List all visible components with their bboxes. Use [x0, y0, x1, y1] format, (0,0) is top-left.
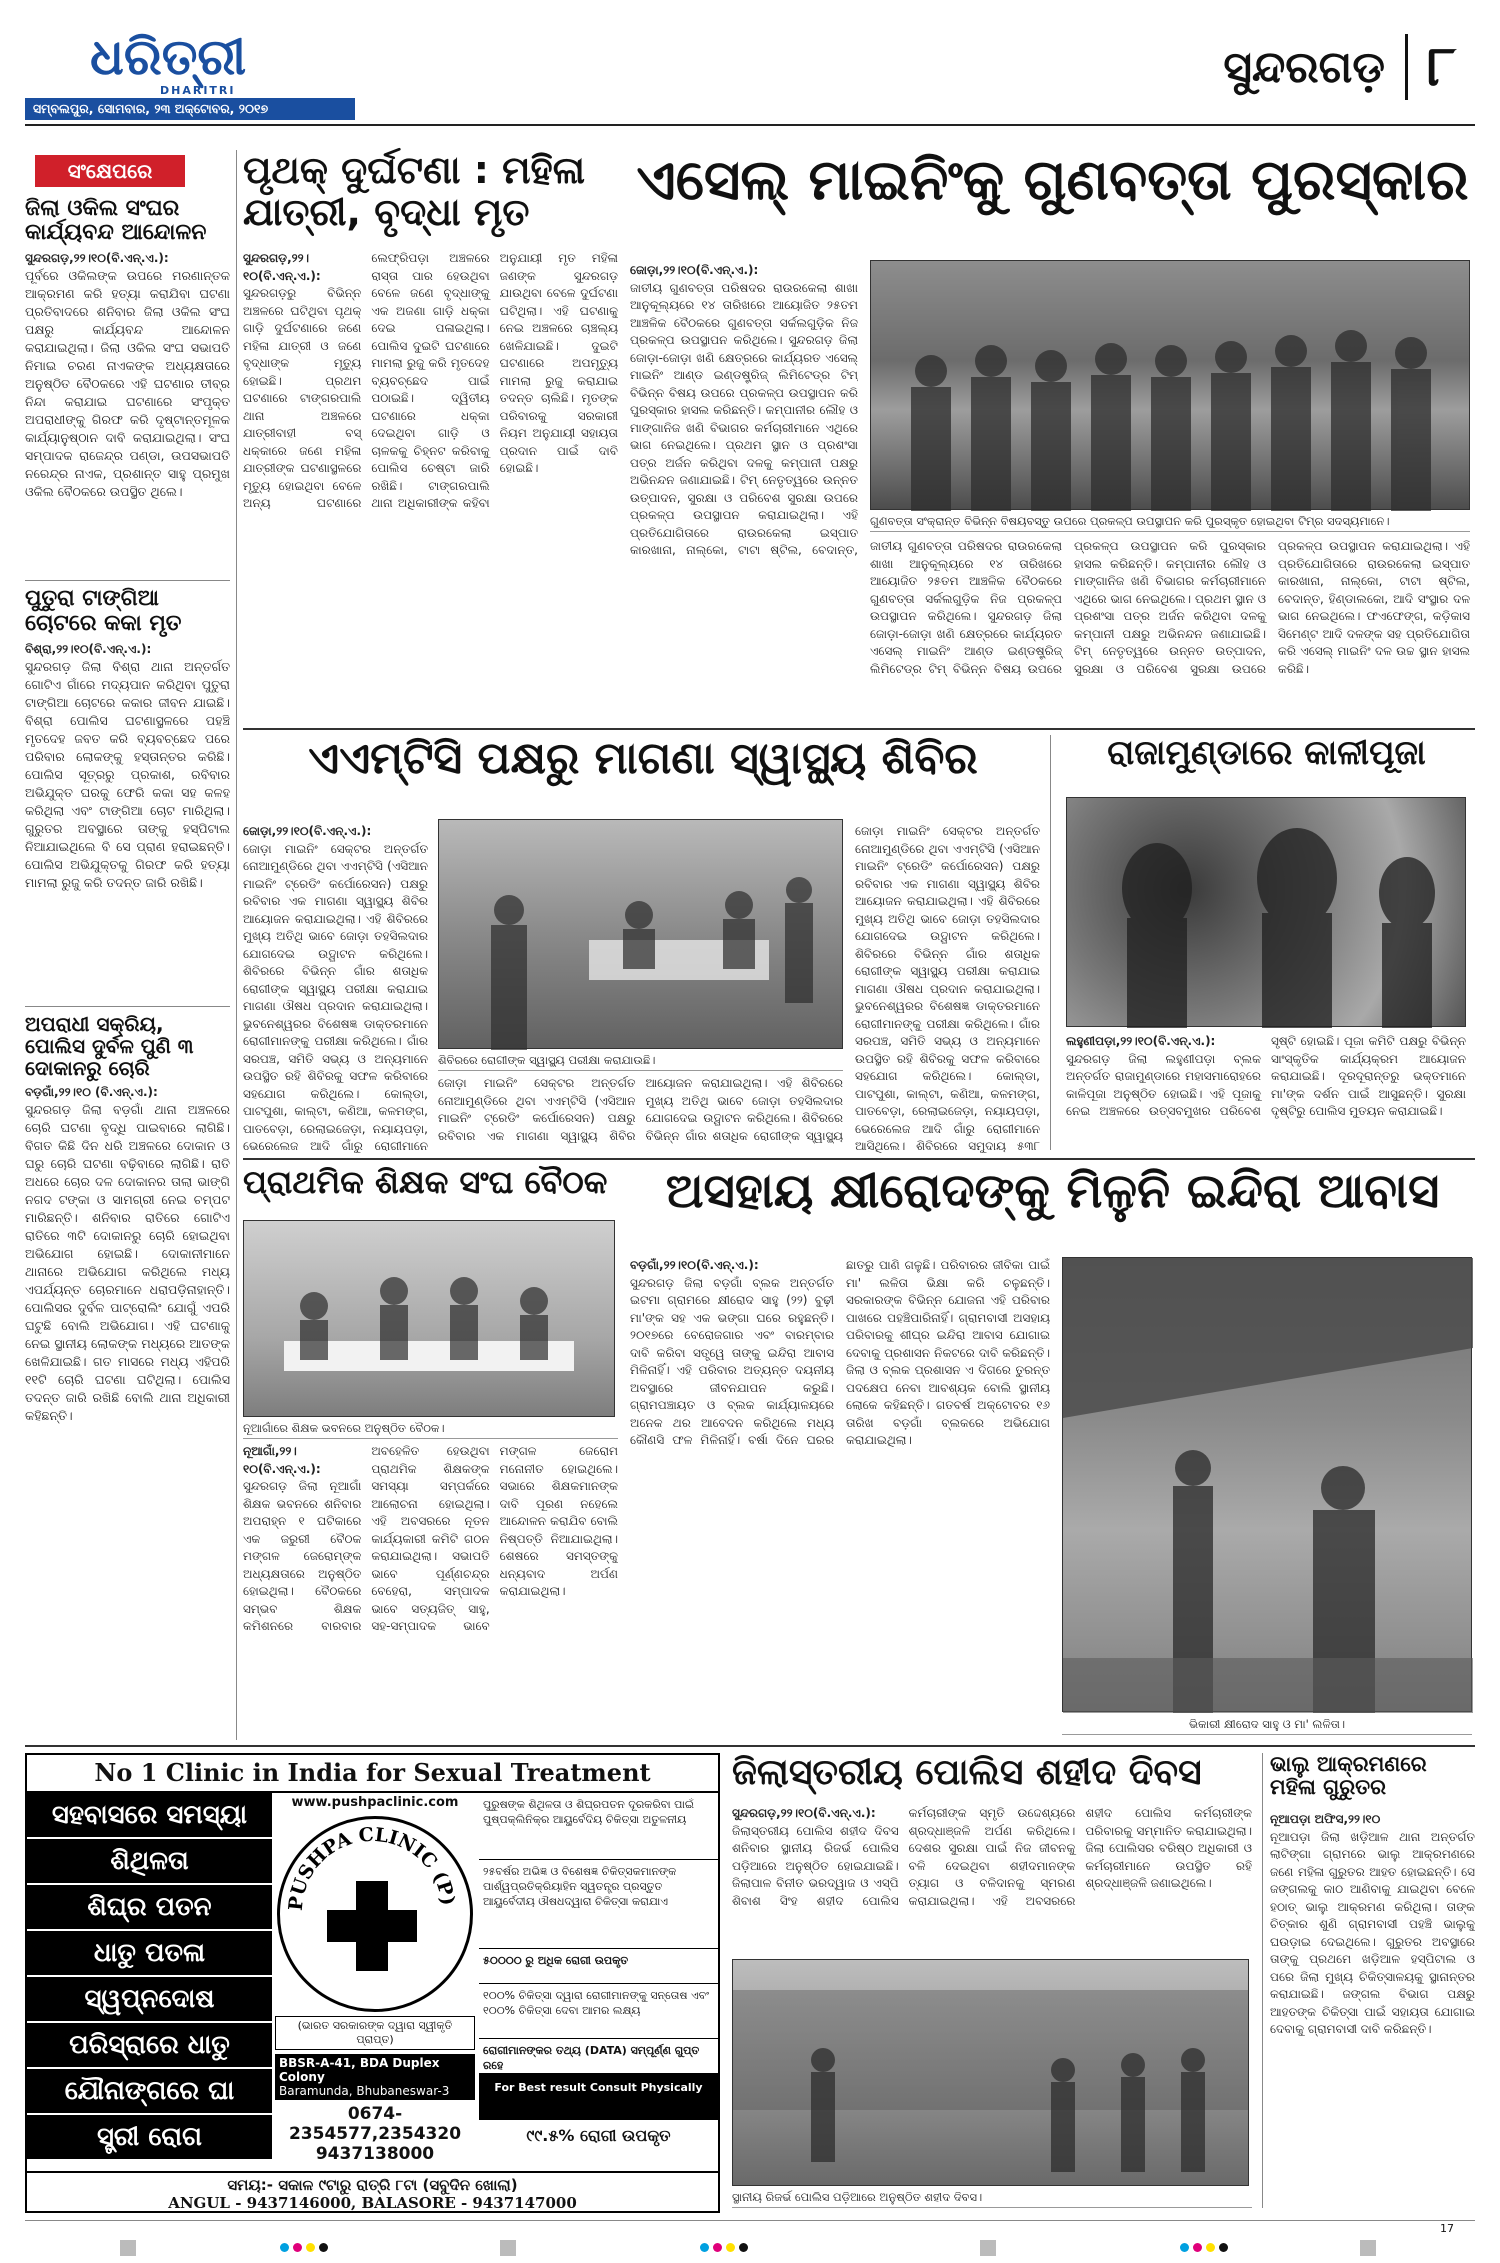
ad-address-line2: Baramunda, Bhubaneswar-3	[279, 2084, 450, 2098]
story-body	[243, 1443, 618, 1733]
police-ceremony-photo	[732, 1959, 1249, 2186]
story-headline: ଏଏମ୍ଟିସି ପକ୍ଷରୁ ମାଗଣା ସ୍ୱାସ୍ଥ୍ୟ ଶିବିର	[308, 733, 978, 784]
ad-symptom: ଯୌନାଙ୍ଗରେ ଘା	[27, 2069, 272, 2115]
story-body-mid	[438, 1075, 843, 1155]
story-kali	[1058, 735, 1475, 1155]
ad-phone-1: 0674-2354577,2354320	[288, 2104, 462, 2144]
story-text: ଜିଲାସ୍ତରୀୟ ପୋଲିସ ଶହୀଦ ଦିବସ ଶନିବାର ସ୍ଥାନୀୟ ରିଜର୍ଭ ପୋଲିସ ପଡ଼ିଆରେ ଅନୁଷ୍ଠିତ ହୋଇଯାଇଛି। ଜିଲାପାଳ ବିନୀତ ଭରଦ୍ୱାଜ ଓ ଏସ୍ପି ଶିବାଶ ସିଂହ ଶହୀଦ ପୋଲିସ କର୍ମଚାରୀଙ୍କ ସ୍ମୃତି ଉଦ୍ଦେଶ୍ୟରେ ଶ୍ରଦ୍ଧାଞ୍ଜଳି ଅର୍ପଣ କରିଥିଲେ। ଦେଶର ସୁରକ୍ଷା ପାଇଁ ନିଜ ଜୀବନକୁ ବଳି ଦେଇଥିବା ଶହୀଦମାନଙ୍କ ତ୍ୟାଗ ଓ ବଳିଦାନକୁ ସ୍ମରଣ କରାଯାଇଥିଲା। ଏହି ଅବସରରେ ଶହୀଦ ପୋଲିସ କର୍ମଚାରୀଙ୍କ ପରିବାରକୁ ସମ୍ମାନିତ କରାଯାଇଥିଲା। ଜିଲା ପୋଲିସର ବରିଷ୍ଠ ଅଧିକାରୀ ଓ କର୍ମଚାରୀମାନେ ଉପସ୍ଥିତ ରହି ଶ୍ରଦ୍ଧାଞ୍ଜଳି ଜଣାଇଥିଲେ।	[732, 1806, 1252, 1908]
story-body-col	[630, 262, 858, 562]
ad-center	[275, 1793, 475, 2171]
ad-benefits	[479, 1793, 718, 2171]
registration-square	[120, 2240, 136, 2256]
ad-timing: ସମୟ:- ସକାଳ ୯ଟାରୁ ରାତ୍ରି ୮ଟା (ସବୁଦିନ ଖୋଲା)	[27, 2171, 718, 2195]
photo-caption: ଭିକାରୀ କ୍ଷୀରୋଦ ସାହୁ ଓ ମା' ଲଳିତା।	[1062, 1717, 1472, 1735]
ad-benefit: ରୋଗୀମାନଙ୍କର ତଥ୍ୟ (DATA) ସମ୍ପୂର୍ଣ୍ଣ ଗୁପ୍ତ ରହେ	[479, 2039, 718, 2074]
color-bar	[700, 2243, 748, 2252]
brief-text: ସୁନ୍ଦରଗଡ଼ ଜିଲା ବିଶ୍ରା ଥାନା ଅନ୍ତର୍ଗତ ଗୋଟିଏ ଗାଁରେ ମଦ୍ୟପାନ କରିଥିବା ପୁତୁରା ଟାଙ୍ଗିଆ ଚୋଟରେ କକାର ଜୀବନ ଯାଇଛି। ବିଶ୍ରା ପୋଲିସ ଘଟଣାସ୍ଥଳରେ ପହଞ୍ଚି ମୃତଦେହ ଜବତ କରି ବ୍ୟବଚ୍ଛେଦ ପରେ ପରିବାର ଲୋକଙ୍କୁ ହସ୍ତାନ୍ତର କରିଛି। ପୋଲିସ ସୂତ୍ରରୁ ପ୍ରକାଶ, ରବିବାର ଅଭିଯୁକ୍ତ ଘରକୁ ଫେରି କକା ସହ କଳହ କରିଥିଲା ଏବଂ ଟାଙ୍ଗିଆ ଚୋଟ ମାରିଥିଲା। ଗୁରୁତର ଅବସ୍ଥାରେ ତାଙ୍କୁ ହସ୍ପିଟାଲ ନିଆଯାଇଥିଲେ ବି ସେ ପ୍ରାଣ ହରାଇଛନ୍ତି। ପୋଲିସ ଅଭିଯୁକ୍ତକୁ ଗିରଫ କରି ହତ୍ୟା ମାମଲା ରୁଜୁ କରି ତଦନ୍ତ ଜାରି ରଖିଛି।	[25, 658, 230, 890]
story-accident	[243, 150, 618, 725]
brief-body	[25, 640, 230, 1000]
brief-headline: ପୁତୁରା ଟାଙ୍ଗିଆ ଚୋଟରେ କକା ମୃତ	[25, 586, 182, 636]
story-dateline: ସୁନ୍ଦରଗଡ଼,୨୨।୧୦(ବି.ଏନ୍.ଏ.):	[732, 1806, 876, 1820]
ad-symptom: ପରିସ୍ରାରେ ଧାତୁ	[27, 2023, 272, 2069]
cyan-dot	[280, 2243, 289, 2252]
brief-item	[25, 197, 230, 574]
ad-symptom: ସ୍ୱପ୍ନଦୋଷ	[27, 1977, 272, 2023]
ad-website: www.pushpaclinic.com	[291, 1795, 459, 1810]
camp-silhouettes	[439, 820, 844, 1050]
story-body	[243, 250, 618, 705]
cyan-dot	[1180, 2243, 1189, 2252]
ad-phone-2: 9437138000	[315, 2144, 435, 2164]
brief-headline: ଅପରାଧୀ ସକ୍ରିୟ, ପୋଲିସ ଦୁର୍ବଳ ପୁଣି ୩ ଦୋକାନରୁ ଚୋରି	[25, 1011, 194, 1080]
brief-sidebar	[25, 155, 230, 1740]
brief-text: ପୂର୍ବରେ ଓକିଲଙ୍କ ଉପରେ ମରଣାନ୍ତକ ଆକ୍ରମଣ କରି ହତ୍ୟା କରାଯିବା ଘଟଣା ପ୍ରତିବାଦରେ ଶନିବାର ଜିଲା ଓକିଲ ସଂଘ ପକ୍ଷରୁ କାର୍ଯ୍ୟବନ୍ଦ ଆନ୍ଦୋଳନ କରାଯାଇଥିଲା। ଜିଲା ଓକିଲ ସଂଘ ସଭାପତି ନିମାଇ ଚରଣ ନାଏକଙ୍କ ଅଧ୍ୟକ୍ଷତାରେ ଅନୁଷ୍ଠିତ ବୈଠକରେ ଏହି ଘଟଣାର ତୀବ୍ର ନିନ୍ଦା କରାଯାଇ ଘଟଣାରେ ସଂପୃକ୍ତ ଅପରାଧୀଙ୍କୁ ଗିରଫ କରି ଦୃଷ୍ଟାନ୍ତମୂଳକ କାର୍ଯ୍ୟାନୁଷ୍ଠାନ ଦାବି କରାଯାଇଥିଲା। ସଂଘ ସମ୍ପାଦକ ରାଜେନ୍ଦ୍ର ପଣ୍ଡା, ଉପସଭାପତି ନରେନ୍ଦ୍ର ନାଏକ, ପ୍ରଶାନ୍ତ ସାହୁ ପ୍ରମୁଖ ଓକିଲ ବୈଠକରେ ଉପସ୍ଥିତ ଥିଲେ।	[25, 268, 230, 500]
newspaper-logo	[90, 28, 260, 98]
registration-square	[1360, 2240, 1376, 2256]
column-rule	[1050, 735, 1051, 1150]
brief-dateline: ବଡ଼ଗାଁ,୨୨।୧୦ (ବି.ଏନ୍.ଏ.):	[25, 1084, 158, 1099]
ad-best-result: For Best result Consult Physically	[479, 2074, 718, 2120]
registration-square	[500, 2240, 516, 2256]
brief-headline: ଜିଲା ଓକିଲ ସଂଘର କାର୍ଯ୍ୟବନ୍ଦ ଆନ୍ଦୋଳନ	[25, 196, 207, 246]
ad-benefit: ୧୦୦% ଚିକିତ୍ସା ଦ୍ୱାରା ରୋଗୀମାନଙ୍କୁ ସନ୍ତୋଷ ଏବଂ ୧୦୦% ଚିକିତ୍ସା ଦେବା ଆମର ଲକ୍ଷ୍ୟ	[479, 1984, 718, 2039]
photo-caption: ଗୁଣବତ୍ତା ସଂକ୍ରାନ୍ତ ବିଭିନ୍ନ ବିଷୟବସ୍ତୁ ଉପରେ ପ୍ରକଳ୍ପ ଉପସ୍ଥାପନ କରି ପୁରସ୍କୃତ ହୋଇଥିବା ଟିମ୍ର ସଦସ୍ୟମାନେ।	[870, 514, 1470, 532]
ad-branches: ANGUL - 9437146000, BALASORE - 9437147000	[168, 2194, 577, 2212]
seal-text: PUSHPA CLINIC (P)	[284, 1823, 459, 1912]
ad-benefit: ପୁରୁଷଙ୍କ ଶିଥିଳତା ଓ ଶିଘ୍ରପତନ ଦୂରକରିବା ପାଇଁ ପୁଷ୍ପକ୍ଲିନିକ୍ର ଆୟୁର୍ବେଦିୟ ଚିକିତ୍ସା ଅତୁଳନୀୟ	[479, 1793, 718, 1860]
story-mining	[630, 150, 1475, 725]
color-bar	[280, 2243, 328, 2252]
story-headline: ପ୍ରାଥମିକ ଶିକ୍ଷକ ସଂଘ ବୈଠକ	[243, 1163, 608, 1201]
story-text: ସୁନ୍ଦରଗଡ଼ରୁ ବିଭିନ୍ନ ଅଞ୍ଚଳରେ ଘଟିଥିବା ପୃଥକ୍ ଗାଡ଼ି ଦୁର୍ଘଟଣାରେ ଜଣେ ମହିଳା ଯାତ୍ରୀ ଓ ଜଣେ ବୃଦ୍ଧାଙ୍କ ମୃତ୍ୟୁ ହୋଇଛି। ପ୍ରଥମ ଘଟଣାରେ ଟାଙ୍ଗରପାଲି ଥାନା ଅଞ୍ଚଳରେ ଯାତ୍ରୀବାହୀ ବସ୍ ଧକ୍କାରେ ଜଣେ ମହିଳା ଯାତ୍ରୀଙ୍କ ଘଟଣାସ୍ଥଳରେ ମୃତ୍ୟୁ ହୋଇଥିବା ବେଳେ ଅନ୍ୟ ଘଟଣାରେ ଲେଫ୍ରିପଡ଼ା ଅଞ୍ଚଳରେ ରାସ୍ତା ପାର ହେଉଥିବା ବେଳେ ଜଣେ ବୃଦ୍ଧାଙ୍କୁ ଏକ ଅଜଣା ଗାଡ଼ି ଧକ୍କା ଦେଇ ପଳାଇଥିଲା। ପୋଲିସ ଦୁଇଟି ଘଟଣାରେ ମାମଲା ରୁଜୁ କରି ମୃତଦେହ ବ୍ୟବଚ୍ଛେଦ ପାଇଁ ପଠାଇଛି। ଦ୍ୱିତୀୟ ଘଟଣାରେ ଧକ୍କା ଦେଇଥିବା ଗାଡ଼ି ଓ ଚାଳକକୁ ଚିହ୍ନଟ କରିବାକୁ ପୋଲିସ ଚେଷ୍ଟା ଜାରି ରଖିଛି। ଟାଙ୍ଗରପାଲି ଥାନା ଅଧିକାରୀଙ୍କ କହିବା ଅନୁଯାୟୀ ମୃତ ମହିଳା ଜଣଙ୍କ ସୁନ୍ଦରଗଡ଼ ଯାଉଥିବା ବେଳେ ଦୁର୍ଘଟଣା ଘଟିଥିଲା। ଏହି ଘଟଣାକୁ ନେଇ ଅଞ୍ଚଳରେ ଚାଞ୍ଚଲ୍ୟ ଖେଳିଯାଇଛି। ଦୁଇଟି ଘଟଣାରେ ଅପମୃତ୍ୟୁ ମାମଲା ରୁଜୁ କରାଯାଇ ତଦନ୍ତ ଚାଲିଛି। ମୃତଙ୍କ ପରିବାରକୁ ସରକାରୀ ନିୟମ ଅନୁଯାୟୀ ସହାୟତା ପ୍ରଦାନ ପାଇଁ ଦାବି ହୋଇଛି।	[243, 251, 618, 510]
idol-silhouettes	[1067, 798, 1467, 1028]
ad-benefit: ୫୦୦୦୦ ରୁ ଅଧିକ ରୋଗୀ ଉପକୃତ	[479, 1949, 718, 1984]
ad-address-line1: BBSR-A-41, BDA Duplex Colony	[279, 2056, 440, 2084]
story-body-cont	[870, 538, 1470, 723]
story-dateline: ନୂଆପଡ଼ା ଅଫିସ,୨୨।୧୦	[1270, 1812, 1381, 1826]
color-bar	[1180, 2243, 1228, 2252]
magenta-dot	[1193, 2243, 1202, 2252]
photo-caption: ସ୍ଥାନୀୟ ରିଜର୍ଭ ପୋଲିସ ପଡ଼ିଆରେ ଅନୁଷ୍ଠିତ ଶହୀଦ ଦିବସ।	[732, 2190, 1252, 2208]
story-body	[630, 1257, 1050, 1737]
black-dot	[319, 2243, 328, 2252]
ad-symptom: ସ୍ତ୍ରୀ ରୋଗ	[27, 2115, 272, 2161]
meeting-silhouettes	[244, 1221, 614, 1416]
yellow-dot	[306, 2243, 315, 2252]
story-text-cont: ଜାତୀୟ ଗୁଣବତ୍ତା ପରିଷଦର ରାଉରକେଲା ଶାଖା ଆନୁକୂଲ୍ୟରେ ୧୪ ତାରିଖରେ ଆୟୋଜିତ ୨୫ତମ ଆଞ୍ଚଳିକ ବୈଠକରେ ଗୁଣବତ୍ତା ସର୍କଲଗୁଡ଼ିକ ନିଜ ପ୍ରକଳ୍ପ ଉପସ୍ଥାପନ କରିଥିଲେ। ସୁନ୍ଦରଗଡ଼ ଜିଲା ଜୋଡ଼ା-ଜୋଡ଼ା ଖଣି କ୍ଷେତ୍ରରେ କାର୍ଯ୍ୟରତ ଏସେଲ୍ ମାଇନିଂ ଆଣ୍ଡ ଇଣ୍ଡଷ୍ଟ୍ରିଜ୍ ଲିମିଟେଡ୍ର ଟିମ୍ ବିଭିନ୍ନ ବିଷୟ ଉପରେ ପ୍ରକଳ୍ପ ଉପସ୍ଥାପନ କରି ପୁରସ୍କାର ହାସଲ କରିଛନ୍ତି। କମ୍ପାନୀର ଲୌହ ଓ ମାଙ୍ଗାନିଜ ଖଣି ବିଭାଗର କର୍ମଚାରୀମାନେ ଏଥିରେ ଭାଗ ନେଇଥିଲେ। ପ୍ରଥମ ସ୍ଥାନ ଓ ପ୍ରଶଂସା ପତ୍ର ଅର୍ଜନ କରିଥିବା ଦଳକୁ କମ୍ପାନୀ ପକ୍ଷରୁ ଅଭିନନ୍ଦନ ଜଣାଯାଇଛି। ଟିମ୍ ନେତୃତ୍ୱରେ ଉନ୍ନତ ଉତ୍ପାଦନ, ସୁରକ୍ଷା ଓ ପରିବେଶ ସୁରକ୍ଷା ଉପରେ ପ୍ରକଳ୍ପ ଉପସ୍ଥାପନ କରାଯାଇଥିଲା। ଏହି ପ୍ରତିଯୋଗିତାରେ ରାଉରକେଲା ଇସ୍ପାତ କାରଖାନା, ନାଲ୍କୋ, ଟାଟା ଷ୍ଟିଲ, ବେଦାନ୍ତ, ହିଣ୍ଡାଲକୋ, ଆଦି ସଂସ୍ଥାର ଦଳ ଭାଗ ନେଇଥିଲେ। ଫଏଫେଙ୍ଗ, କଡ଼ିକାସ ସିମେଣ୍ଟ ଆଦି ଦଳଙ୍କ ସହ ପ୍ରତିଯୋଗିତା କରି ଏସେଲ୍ ମାଇନିଂ ଦଳ ଉଚ୍ଚ ସ୍ଥାନ ହାସଲ କରିଛି।	[870, 539, 1470, 676]
ad-title: No 1 Clinic in India for Sexual Treatment	[27, 1755, 718, 1793]
brief-text: ସୁନ୍ଦରଗଡ଼ ଜିଲା ବଡ଼ଗାଁ ଥାନା ଅଞ୍ଚଳରେ ଚୋରି ଘଟଣା ବୃଦ୍ଧି ପାଇବାରେ ଲାଗିଛି। ବିଗତ କିଛି ଦିନ ଧରି ଅଞ୍ଚଳରେ ଦୋକାନ ଓ ଘରୁ ଚୋରି ଘଟଣା ବଢ଼ିବାରେ ଲାଗିଛି। ରାତି ଅଧରେ ଚୋର ଦଳ ଦୋକାନର ତାଲା ଭାଙ୍ଗି ନଗଦ ଟଙ୍କା ଓ ସାମଗ୍ରୀ ନେଇ ଚମ୍ପଟ ମାରିଛନ୍ତି। ଶନିବାର ରାତିରେ ଗୋଟିଏ ରାତିରେ ୩ଟି ଦୋକାନରୁ ଚୋରି ହୋଇଥିବା ଅଭିଯୋଗ ହୋଇଛି। ଦୋକାନୀମାନେ ଥାନାରେ ଅଭିଯୋଗ କରିଥିଲେ ମଧ୍ୟ ଏପର୍ଯ୍ୟନ୍ତ ଚୋରମାନେ ଧରାପଡ଼ିନାହାନ୍ତି। ପୋଲିସର ଦୁର୍ବଳ ପାଟ୍ରୋଲିଂ ଯୋଗୁଁ ଏପରି ଘଟୁଛି ବୋଲି ଅଭିଯୋଗ। ଏହି ଘଟଣାକୁ ନେଇ ସ୍ଥାନୀୟ ଲୋକଙ୍କ ମଧ୍ୟରେ ଆତଙ୍କ ଖେଳିଯାଇଛି। ଗତ ମାସରେ ମଧ୍ୟ ଏହିପରି ୧୧ଟି ଚୋରି ଘଟଣା ଘଟିଥିଲା। ପୋଲିସ ତଦନ୍ତ ଜାରି ରଖିଛି ବୋଲି ଥାନା ଅଧିକାରୀ କହିଛନ୍ତି।	[25, 1101, 230, 1423]
housing-photo	[1062, 1257, 1472, 1712]
story-dateline: ବଡ଼ଗାଁ,୨୨।୧୦(ବି.ଏନ୍.ଏ.):	[630, 1258, 759, 1272]
logo-subtitle: DHARITRI	[160, 84, 236, 97]
seal-cross-icon	[280, 1819, 464, 2003]
story-body-right	[855, 823, 1040, 1153]
section-name: ସୁନ୍ଦରଗଡ଼	[1223, 42, 1385, 93]
story-headline: ଜିଲାସ୍ତରୀୟ ପୋଲିସ ଶହୀଦ ଦିବସ	[732, 1752, 1202, 1793]
photo-caption: ନୂଆଗାଁରେ ଶିକ୍ଷକ ଭବନରେ ଅନୁଷ୍ଠିତ ବୈଠକ।	[243, 1421, 618, 1439]
story-text: ଜାତୀୟ ଗୁଣବତ୍ତା ପରିଷଦର ରାଉରକେଲା ଶାଖା ଆନୁକୂଲ୍ୟରେ ୧୪ ତାରିଖରେ ଆୟୋଜିତ ୨୫ତମ ଆଞ୍ଚଳିକ ବୈଠକରେ ଗୁଣବତ୍ତା ସର୍କଲଗୁଡ଼ିକ ନିଜ ପ୍ରକଳ୍ପ ଉପସ୍ଥାପନ କରିଥିଲେ। ସୁନ୍ଦରଗଡ଼ ଜିଲା ଜୋଡ଼ା-ଜୋଡ଼ା ଖଣି କ୍ଷେତ୍ରରେ କାର୍ଯ୍ୟରତ ଏସେଲ୍ ମାଇନିଂ ଆଣ୍ଡ ଇଣ୍ଡଷ୍ଟ୍ରିଜ୍ ଲିମିଟେଡ୍ର ଟିମ୍ ବିଭିନ୍ନ ବିଷୟ ଉପରେ ପ୍ରକଳ୍ପ ଉପସ୍ଥାପନ କରି ପୁରସ୍କାର ହାସଲ କରିଛନ୍ତି। କମ୍ପାନୀର ଲୌହ ଓ ମାଙ୍ଗାନିଜ ଖଣି ବିଭାଗର କର୍ମଚାରୀମାନେ ଏଥିରେ ଭାଗ ନେଇଥିଲେ। ପ୍ରଥମ ସ୍ଥାନ ଓ ପ୍ରଶଂସା ପତ୍ର ଅର୍ଜନ କରିଥିବା ଦଳକୁ କମ୍ପାନୀ ପକ୍ଷରୁ ଅଭିନନ୍ଦନ ଜଣାଯାଇଛି। ଟିମ୍ ନେତୃତ୍ୱରେ ଉନ୍ନତ ଉତ୍ପାଦନ, ସୁରକ୍ଷା ଓ ପରିବେଶ ସୁରକ୍ଷା ଉପରେ ପ୍ରକଳ୍ପ ଉପସ୍ଥାପନ କରାଯାଇଥିଲା। ଏହି ପ୍ରତିଯୋଗିତାରେ ରାଉରକେଲା ଇସ୍ପାତ କାରଖାନା, ନାଲ୍କୋ, ଟାଟା ଷ୍ଟିଲ, ବେଦାନ୍ତ,	[630, 280, 858, 557]
story-police	[732, 1753, 1252, 2213]
section-rule	[243, 1158, 1475, 1160]
section-rule	[243, 728, 1475, 730]
ad-symptom-list	[27, 1793, 272, 2161]
ad-benefit: ୨୫ବର୍ଷର ଅଭିଜ୍ଞ ଓ ବିଶେଷଜ୍ଞ ଚିକିତ୍ସକମାନଙ୍କ ପାର୍ଶ୍ୱପ୍ରତିକ୍ରିୟାହିନ ସ୍ୱତନ୍ତ୍ର ପ୍ରସ୍ତୁତ ଆୟୁର୍ବେଦୀୟ ଔଷଧଦ୍ୱାରା ଚିକିତ୍ସା କରାଯାଏ	[479, 1860, 718, 1949]
mining-team-photo	[870, 260, 1470, 510]
group-silhouettes	[871, 261, 1471, 511]
ad-symptom: ଶିଥିଳତା	[27, 1839, 272, 1885]
ad-symptom: ଶିଘ୍ର ପତନ	[27, 1885, 272, 1931]
story-text: ଜୋଡ଼ା ମାଇନିଂ ସେକ୍ଟର ଅନ୍ତର୍ଗତ ନୋଆମୁଣ୍ଡିରେ ଥିବା ଏଏମ୍ଟିସି (ଏସିଆନ ମାଇନିଂ ଟ୍ରେଡିଂ କର୍ପୋରେସନ) ପକ୍ଷରୁ ରବିବାର ଏକ ମାଗଣା ସ୍ୱାସ୍ଥ୍ୟ ଶିବିର ଆୟୋଜନ କରାଯାଇଥିଲା। ଏହି ଶିବିରରେ ମୁଖ୍ୟ ଅତିଥି ଭାବେ ଜୋଡ଼ା ତହସିଲଦାର ଯୋଗଦେଇ ଉଦ୍ଘାଟନ କରିଥିଲେ। ଶିବିରରେ ବିଭିନ୍ନ ଗାଁର ଶତାଧିକ ରୋଗୀଙ୍କ ସ୍ୱାସ୍ଥ୍ୟ ପରୀକ୍ଷା କରାଯାଇ ମାଗଣା ଔଷଧ ପ୍ରଦାନ କରାଯାଇଥିଲା। ଭୁବନେଶ୍ୱରର ବିଶେଷଜ୍ଞ ଡାକ୍ତରମାନେ ରୋଗୀମାନଙ୍କୁ ପରୀକ୍ଷା କରିଥିଲେ। ଗାଁର ସରପଞ୍ଚ, ସମିତି ସଭ୍ୟ ଓ ଅନ୍ୟମାନେ ଉପସ୍ଥିତ ରହି ଶିବିରକୁ ସଫଳ କରିବାରେ ସହଯୋଗ କରିଥିଲେ। କୋଲ୍ଡା, ପାଟପୁଶା, କାଲ୍ଟା, କଣିଆ, କଳମଙ୍ଗ, ପାତବେଡ଼ା, ରେଲାଇଜେଡ଼ା, ନୟାୟପଡ଼ା, ଭେରେଲେଜ ଆଦି ଗାଁରୁ ରୋଗୀମାନେ	[243, 841, 428, 1153]
column-rule	[236, 150, 237, 1740]
story-body-left	[243, 823, 428, 1153]
ad-address	[275, 2054, 475, 2100]
ad-govt-note: (ଭାରତ ସରକାରଙ୍କ ଦ୍ୱାରା ସ୍ୱୀକୃତି ପ୍ରାପ୍ତ)	[275, 2016, 475, 2050]
brief-dateline: ସୁନ୍ଦରଗଡ଼,୨୨।୧୦(ବି.ଏନ୍.ଏ.):	[25, 251, 169, 266]
black-dot	[739, 2243, 748, 2252]
cyan-dot	[700, 2243, 709, 2252]
story-headline: ରାଜାମୁଣ୍ଡାରେ କାଳୀପୂଜା	[1107, 733, 1426, 773]
story-bear	[1270, 1753, 1475, 2213]
story-text: ନୂଆପଡ଼ା ଜିଲା ଖଡ଼ିଆଳ ଥାନା ଅନ୍ତର୍ଗତ ଲାଟିଙ୍ଗା ଗ୍ରାମରେ ଭାଲୁ ଆକ୍ରମଣରେ ଜଣେ ମହିଳା ଗୁରୁତର ଆହତ ହୋଇଛନ୍ତି। ସେ ଜଙ୍ଗଲକୁ କାଠ ଆଣିବାକୁ ଯାଇଥିବା ବେଳେ ହଠାତ୍ ଭାଲୁ ଆକ୍ରମଣ କରିଥିଲା। ତାଙ୍କ ଚିତ୍କାର ଶୁଣି ଗ୍ରାମବାସୀ ପହଞ୍ଚି ଭାଲୁକୁ ଘଉଡ଼ାଇ ଦେଇଥିଲେ। ଗୁରୁତର ଅବସ୍ଥାରେ ତାଙ୍କୁ ପ୍ରଥମେ ଖଡ଼ିଆଳ ହସ୍ପିଟାଲ ଓ ପରେ ଜିଲା ମୁଖ୍ୟ ଚିକିତ୍ସାଳୟକୁ ସ୍ଥାନାନ୍ତର କରାଯାଇଛି। ଜଙ୍ଗଲ ବିଭାଗ ପକ୍ଷରୁ ଆହତଙ୍କ ଚିକିତ୍ସା ପାଇଁ ସହାୟତା ଯୋଗାଇ ଦେବାକୁ ଗ୍ରାମବାସୀ ଦାବି କରିଛନ୍ତି।	[1270, 1829, 1475, 2036]
story-headline: ଏସେଲ୍ ମାଇନିଂକୁ ଗୁଣବତ୍ତା ପୁରସ୍କାର	[636, 148, 1469, 213]
story-text: ସୁନ୍ଦରଗଡ଼ ଜିଲା ଲହୁଣୀପଡ଼ା ବ୍ଲକ ଅନ୍ତର୍ଗତ ରାଜାମୁଣ୍ଡାରେ ମହାସମାରୋହରେ କାଳିପୂଜା ଅନୁଷ୍ଠିତ ହୋଇଛି। ଏହି ପୂଜାକୁ ନେଇ ଅଞ୍ଚଳରେ ଉତ୍ସବମୁଖର ପରିବେଶ ସୃଷ୍ଟି ହୋଇଛି। ପୂଜା କମିଟି ପକ୍ଷରୁ ବିଭିନ୍ନ ସାଂସ୍କୃତିକ କାର୍ଯ୍ୟକ୍ରମ ଆୟୋଜନ କରାଯାଇଛି। ଦୂରଦୂରାନ୍ତରୁ ଭକ୍ତମାନେ ମା'ଙ୍କ ଦର୍ଶନ ପାଇଁ ଆସୁଛନ୍ତି। ସୁରକ୍ଷା ଦୃଷ୍ଟିରୁ ପୋଲିସ ମୁତୟନ କରାଯାଇଛି।	[1066, 1034, 1466, 1118]
story-body	[1270, 1811, 1475, 2206]
brief-body	[25, 249, 230, 574]
story-teacher	[243, 1165, 618, 1740]
story-body	[732, 1805, 1252, 1955]
story-housing	[630, 1165, 1475, 1740]
dateline-bar: ସମ୍ବଲପୁର, ସୋମବାର, ୨୩ ଅକ୍ଟୋବର, ୨୦୧୭	[25, 98, 355, 120]
magenta-dot	[713, 2243, 722, 2252]
yellow-dot	[726, 2243, 735, 2252]
clinic-seal	[277, 1816, 473, 2012]
story-text: ସୁନ୍ଦରଗଡ଼ ଜିଲା ନୂଆଗାଁ ଶିକ୍ଷକ ଭବନରେ ଶନିବାର ଅପରାହ୍ନ ୧ ଘଟିକାରେ ଏକ ଜରୁରୀ ବୈଠକ ମଙ୍ଗଳ ଜେରୋମ୍ଙ୍କ ଅଧ୍ୟକ୍ଷତାରେ ଅନୁଷ୍ଠିତ ହୋଇଥିଲା। ବୈଠକରେ ସମ୍ଭବ ଶିକ୍ଷକ କମିଶନରେ ବାରବାର ଅବହେଳିତ ହେଉଥିବା ପ୍ରାଥମିକ ଶିକ୍ଷକଙ୍କ ସମସ୍ୟା ସମ୍ପର୍କରେ ଆଲୋଚନା ହୋଇଥିଲା। ଏହି ଅବସରରେ ନୂତନ କାର୍ଯ୍ୟକାରୀ କମିଟି ଗଠନ କରାଯାଇଥିଲା। ସଭାପତି ଭାବେ ପୂର୍ଣ୍ଣଚନ୍ଦ୍ର ବେହେରା, ସମ୍ପାଦକ ଭାବେ ସତ୍ୟଜିତ୍ ସାହୁ, ସହ-ସମ୍ପାଦକ ଭାବେ ମଙ୍ଗଳ ଜେରୋମ ମନୋନୀତ ହୋଇଥିଲେ। ସଭାରେ ଶିକ୍ଷକମାନଙ୍କ ଦାବି ପୂରଣ ନହେଲେ ଆନ୍ଦୋଳନ କରାଯିବ ବୋଲି ନିଷ୍ପତ୍ତି ନିଆଯାଇଥିଲା। ଶେଷରେ ସମସ୍ତଙ୍କୁ ଧନ୍ୟବାଦ ଅର୍ପଣ କରାଯାଇଥିଲା।	[243, 1444, 618, 1633]
section-rule	[25, 1745, 1475, 1747]
story-body	[1066, 1033, 1466, 1153]
brief-dateline: ବିଶ୍ରା,୨୨।୧୦(ବି.ଏନ୍.ଏ.):	[25, 641, 152, 656]
ad-success-rate: ୯୯.୫% ରୋଗୀ ଉପକୃତ	[526, 2126, 671, 2145]
ceremony-scene	[733, 1960, 1248, 2185]
story-dateline: ଜୋଡ଼ା,୨୨।୧୦(ବି.ଏନ୍.ଏ.):	[630, 263, 759, 277]
story-health	[243, 735, 1043, 1155]
footer-rule	[25, 2220, 1475, 2221]
story-headline: ଭାଲୁ ଆକ୍ରମଣରେ ମହିଳା ଗୁରୁତର	[1270, 1752, 1427, 1800]
story-dateline: ଜୋଡ଼ା,୨୨।୧୦(ବି.ଏନ୍.ଏ.):	[243, 824, 372, 838]
masthead-rule	[25, 124, 1475, 126]
brief-item	[25, 587, 230, 999]
black-dot	[1219, 2243, 1228, 2252]
page-number: ୮	[1405, 34, 1465, 100]
brief-label: ସଂକ୍ଷେପରେ	[35, 155, 185, 187]
story-headline: ଅସହାୟ କ୍ଷୀରୋଦଙ୍କୁ ମିଳୁନି ଇନ୍ଦିରା ଆବାସ	[665, 1163, 1440, 1219]
story-headline: ପୃଥକ୍ ଦୁର୍ଘଟଣା : ମହିଳା ଯାତ୍ରୀ, ବୃଦ୍ଧା ମୃତ	[243, 148, 585, 234]
brief-body	[25, 1083, 230, 1693]
story-dateline: ସୁନ୍ଦରଗଡ଼,୨୨।୧୦(ବି.ଏନ୍.ଏ.):	[243, 251, 321, 283]
story-text-cont2: ଜୋଡ଼ା ମାଇନିଂ ସେକ୍ଟର ଅନ୍ତର୍ଗତ ନୋଆମୁଣ୍ଡିରେ ଥିବା ଏଏମ୍ଟିସି (ଏସିଆନ ମାଇନିଂ ଟ୍ରେଡିଂ କର୍ପୋରେସନ) ପକ୍ଷରୁ ରବିବାର ଏକ ମାଗଣା ସ୍ୱାସ୍ଥ୍ୟ ଶିବିର ଆୟୋଜନ କରାଯାଇଥିଲା। ଏହି ଶିବିରରେ ମୁଖ୍ୟ ଅତିଥି ଭାବେ ଜୋଡ଼ା ତହସିଲଦାର ଯୋଗଦେଇ ଉଦ୍ଘାଟନ କରିଥିଲେ। ଶିବିରରେ ବିଭିନ୍ନ ଗାଁର ଶତାଧିକ ରୋଗୀଙ୍କ ସ୍ୱାସ୍ଥ୍ୟ ପରୀକ୍ଷା କରାଯାଇ ମାଗଣା ଔଷଧ ପ୍ରଦାନ କରାଯାଇଥିଲା। ଭୁବନେଶ୍ୱରର ବିଶେଷଜ୍ଞ ଡାକ୍ତରମାନେ ରୋଗୀମାନଙ୍କୁ ପରୀକ୍ଷା କରିଥିଲେ। ଗାଁର ସରପଞ୍ଚ, ସମିତି ସଭ୍ୟ ଓ ଅନ୍ୟମାନେ ଉପସ୍ଥିତ ରହି ଶିବିରକୁ ସଫଳ କରିବାରେ ସହଯୋଗ କରିଥିଲେ। କୋଲ୍ଡା, ପାଟପୁଶା, କାଲ୍ଟା, କଣିଆ, କଳମଙ୍ଗ, ପାତବେଡ଼ା, ରେଲାଇଜେଡ଼ା, ନୟାୟପଡ଼ା, ଭେରେଲେଜ ଆଦି ଗାଁରୁ ରୋଗୀମାନେ ଆସିଥିଲେ। ଶିବିରରେ ସମୁଦାୟ ୫୩୮	[855, 824, 1040, 1153]
printer-marks	[0, 2240, 1500, 2260]
clinic-advertisement	[25, 1753, 720, 2213]
masthead	[25, 28, 1475, 123]
ad-symptom: ସହବାସରେ ସମସ୍ୟା	[27, 1793, 272, 1839]
logo-text: ଧରିତ୍ରୀ	[90, 28, 247, 86]
kali-idol-photo	[1066, 797, 1466, 1027]
brief-item	[25, 1013, 230, 1693]
story-text: ସୁନ୍ଦରଗଡ଼ ଜିଲା ବଡ଼ଗାଁ ବ୍ଲକ ଅନ୍ତର୍ଗତ ଇଟମା ଗ୍ରାମରେ କ୍ଷୀରୋଦ ସାହୁ (୨୨) ବୁଢ଼ୀ ମା'ଙ୍କ ସହ ଏକ ଭଙ୍ଗା ଘରେ ରହୁଛନ୍ତି। ୨୦୧୭ରେ ବେରୋଜଗାର ଏବଂ ବାରମ୍ବାର ଦାବି କରିବା ସତ୍ତ୍ୱେ ତାଙ୍କୁ ଇନ୍ଦିରା ଆବାସ ମିଳିନାହିଁ। ଏହି ପରିବାର ଅତ୍ୟନ୍ତ ଦୟନୀୟ ଅବସ୍ଥାରେ ଜୀବନଯାପନ କରୁଛି। ଗ୍ରାମପଞ୍ଚାୟତ ଓ ବ୍ଲକ କାର୍ଯ୍ୟାଳୟରେ ଅନେକ ଥର ଆବେଦନ କରିଥିଲେ ମଧ୍ୟ କୌଣସି ଫଳ ମିଳିନାହିଁ। ବର୍ଷା ଦିନେ ଘରର ଛାତରୁ ପାଣି ଗଳୁଛି। ପରିବାରର ଜୀବିକା ପାଇଁ ମା' ଲଳିତା ଭିକ୍ଷା କରି ଚଳୁଛନ୍ତି। ସରକାରଙ୍କ ବିଭିନ୍ନ ଯୋଜନା ଏହି ପରିବାର ପାଖରେ ପହଞ୍ଚିପାରିନାହିଁ। ଗ୍ରାମବାସୀ ଅସହାୟ ପରିବାରକୁ ଶୀଘ୍ର ଇନ୍ଦିରା ଆବାସ ଯୋଗାଇ ଦେବାକୁ ପ୍ରଶାସନ ନିକଟରେ ଦାବି କରିଛନ୍ତି। ଜିଲା ଓ ବ୍ଲକ ପ୍ରଶାସନ ଏ ଦିଗରେ ତୁରନ୍ତ ପଦକ୍ଷେପ ନେବା ଆବଶ୍ୟକ ବୋଲି ସ୍ଥାନୀୟ ଲୋକେ କହିଛନ୍ତି। ଗତବର୍ଷ ଅକ୍ଟୋବର ୧୬ ତାରିଖ ବଡ଼ଗାଁ ବ୍ଲକରେ ଅଭିଯୋଗ କରାଯାଇଥିଲା।	[630, 1258, 1050, 1447]
teacher-meeting-photo	[243, 1220, 615, 1417]
house-scene	[1063, 1258, 1473, 1713]
health-camp-photo	[438, 819, 843, 1049]
ad-symptom: ଧାତୁ ପତଳା	[27, 1931, 272, 1977]
registration-square	[980, 2240, 996, 2256]
story-text-cont: ଜୋଡ଼ା ମାଇନିଂ ସେକ୍ଟର ଅନ୍ତର୍ଗତ ନୋଆମୁଣ୍ଡିରେ ଥିବା ଏଏମ୍ଟିସି (ଏସିଆନ ମାଇନିଂ ଟ୍ରେଡିଂ କର୍ପୋରେସନ) ପକ୍ଷରୁ ରବିବାର ଏକ ମାଗଣା ସ୍ୱାସ୍ଥ୍ୟ ଶିବିର ଆୟୋଜନ କରାଯାଇଥିଲା। ଏହି ଶିବିରରେ ମୁଖ୍ୟ ଅତିଥି ଭାବେ ଜୋଡ଼ା ତହସିଲଦାର ଯୋଗଦେଇ ଉଦ୍ଘାଟନ କରିଥିଲେ। ଶିବିରରେ ବିଭିନ୍ନ ଗାଁର ଶତାଧିକ ରୋଗୀଙ୍କ ସ୍ୱାସ୍ଥ୍ୟ	[438, 1076, 843, 1143]
yellow-dot	[1206, 2243, 1215, 2252]
page-code: 17	[1440, 2222, 1454, 2235]
photo-caption: ଶିବିରରେ ରୋଗୀଙ୍କ ସ୍ୱାସ୍ଥ୍ୟ ପରୀକ୍ଷା କରାଯାଉଛି।	[438, 1053, 843, 1071]
story-dateline: ନୂଆଗାଁ,୨୨।୧୦(ବି.ଏନ୍.ଏ.):	[243, 1444, 321, 1476]
magenta-dot	[293, 2243, 302, 2252]
story-dateline: ଲହୁଣୀପଡ଼ା,୨୨।୧୦(ବି.ଏନ୍.ଏ.):	[1066, 1034, 1216, 1048]
column-rule	[1262, 1753, 1263, 2208]
